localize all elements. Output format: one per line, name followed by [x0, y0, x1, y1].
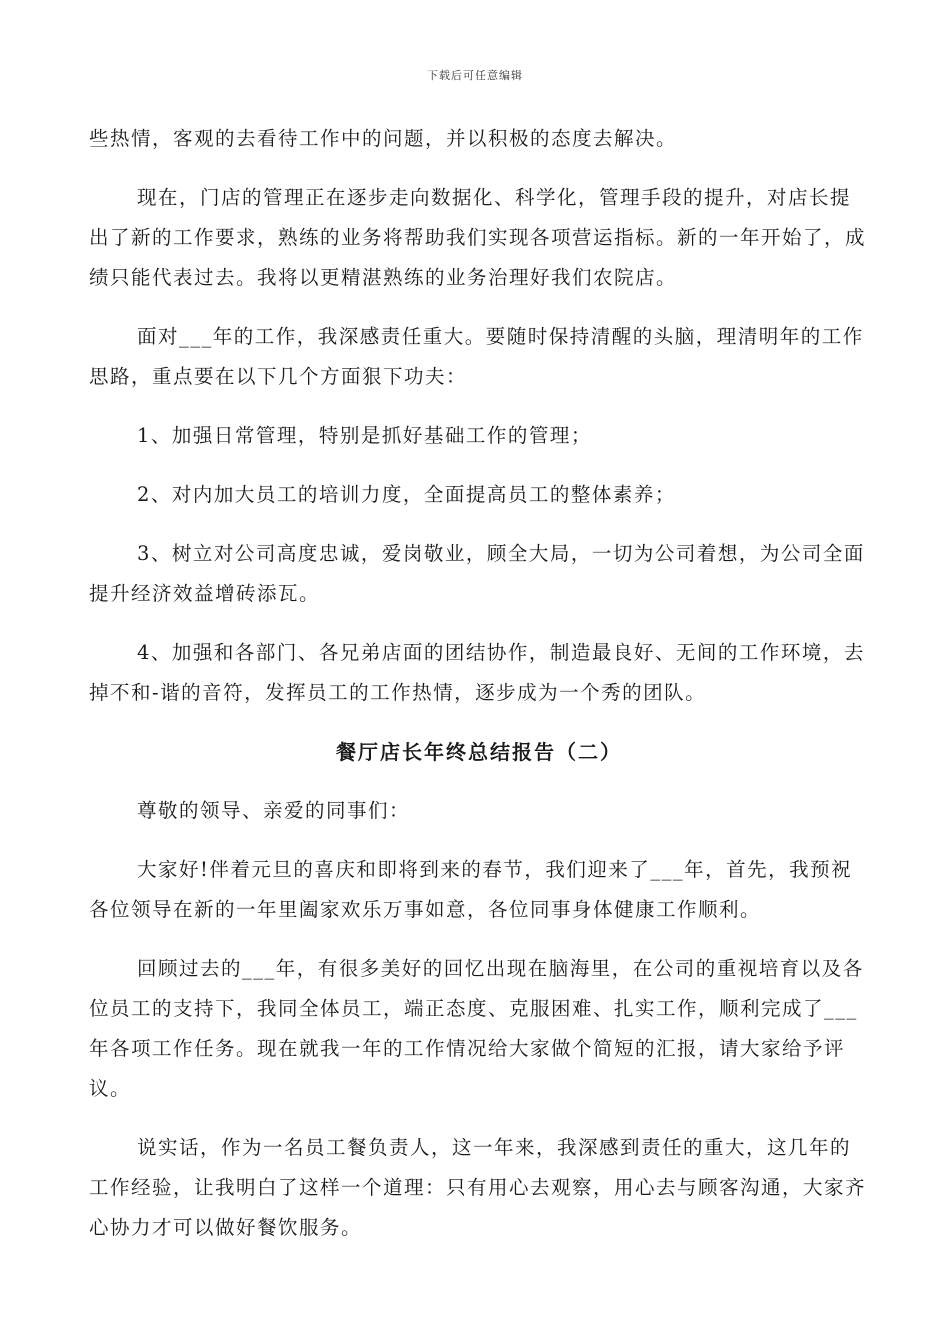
paragraph-work-plan-intro: 面对___年的工作，我深感责任重大。要随时保持清醒的头脑，理清明年的工作思路，重点要在以下几个方面狠下功夫： — [89, 325, 864, 388]
section-title: 餐厅店长年终总结报告（二） — [336, 740, 622, 764]
document-body — [89, 119, 869, 1267]
list-item-3: 3、树立对公司高度忠诚，爱岗敬业，顾全大局，一切为公司着想，为公司全面提升经济效益增砖添瓦。 — [89, 542, 865, 605]
paragraph-greeting: 大家好!伴着元旦的喜庆和即将到来的春节，我们迎来了___年，首先，我预祝各位领导在新的一年里阖家欢乐万事如意，各位同事身体健康工作顺利。 — [89, 858, 853, 921]
list-item-4: 4、加强和各部门、各兄弟店面的团结协作，制造最良好、无间的工作环境，去掉不和-谐的音符，发挥员工的工作热情，逐步成为一个秀的团队。 — [89, 641, 865, 704]
paragraph-store-management: 现在，门店的管理正在逐步走向数据化、科学化，管理手段的提升，对店长提出了新的工作要求，熟练的业务将帮助我们实现各项营运指标。新的一年开始了，成绩只能代表过去。我将以更精湛熟练的业务治理好我们农院店。 — [89, 186, 867, 289]
list-item-1: 1、加强日常管理，特别是抓好基础工作的管理； — [137, 424, 592, 447]
salutation: 尊敬的领导、亲爱的同事们： — [137, 799, 411, 822]
page-header-note: 下载后可任意编辑 — [427, 69, 523, 82]
list-item-2: 2、对内加大员工的培训力度，全面提高员工的整体素养； — [137, 483, 676, 506]
paragraph-review: 回顾过去的___年，有很多美好的回忆出现在脑海里，在公司的重视培育以及各位员工的支持下，我同全体员工，端正态度、克服困难、扎实工作，顺利完成了___年各项工作任务。现在就我一年的工作情况给大家做个简短的汇报，请大家给予评议。 — [89, 957, 864, 1100]
paragraph-continuation: 些热情，客观的去看待工作中的问题，并以积极的态度去解决。 — [89, 127, 678, 150]
paragraph-reflection: 说实话，作为一名员工餐负责人，这一年来，我深感到责任的重大，这几年的工作经验，让我明白了这样一个道理：只有用心去观察，用心去与顾客沟通，大家齐心协力才可以做好餐饮服务。 — [89, 1136, 867, 1239]
